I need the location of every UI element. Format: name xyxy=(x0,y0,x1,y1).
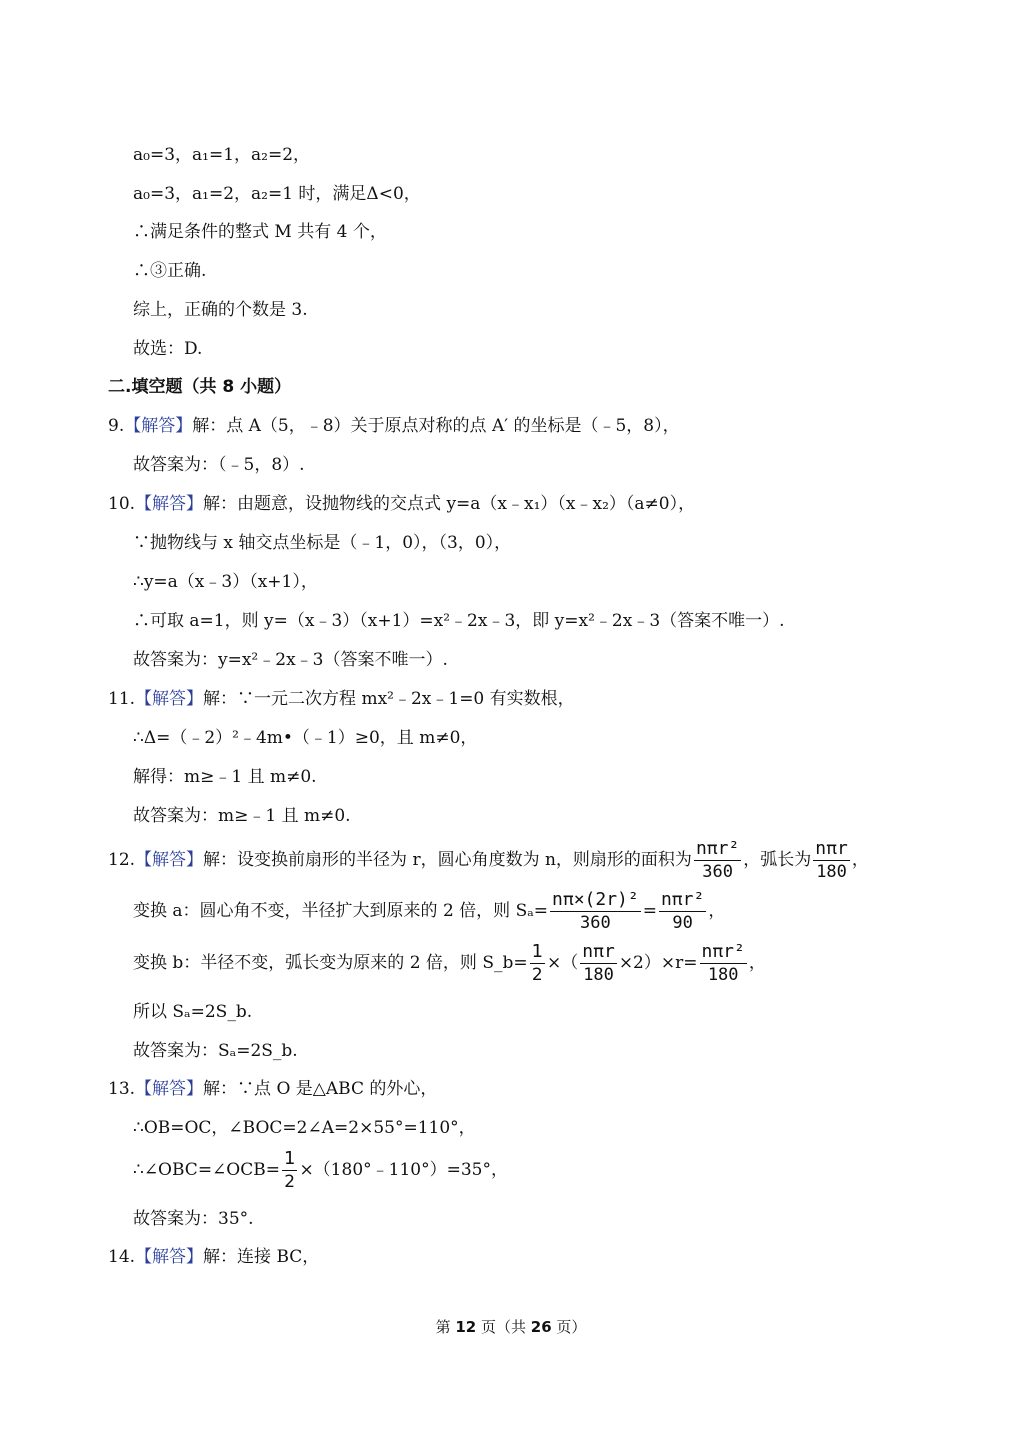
answer-line: ∴OB=OC，∠BOC=2∠A=2×55°=110°， xyxy=(133,1118,476,1138)
answer-text: 变换 a：圆心角不变，半径扩大到原来的 2 倍，则 Sₐ= xyxy=(133,901,549,921)
answer-tag: 【解答】 xyxy=(135,850,204,870)
question-13 xyxy=(108,1078,437,1100)
answer-line: 故答案为：y=x²﹣2x﹣3（答案不唯一）. xyxy=(133,650,448,670)
footer-text: 第 xyxy=(435,1318,456,1336)
fraction xyxy=(694,838,741,883)
answer-line xyxy=(133,941,766,986)
answer-tag: 【解答】 xyxy=(135,689,204,709)
fraction xyxy=(282,1148,297,1193)
answer-text: 解：∵点 O 是△ABC 的外心， xyxy=(203,1079,438,1099)
question-11 xyxy=(108,688,575,710)
question-number: 9. xyxy=(108,416,125,436)
question-number: 11. xyxy=(108,689,136,709)
question-10 xyxy=(108,493,695,515)
question-number: 10. xyxy=(108,494,136,514)
fraction xyxy=(813,838,850,883)
answer-tag: 【解答】 xyxy=(135,1247,204,1267)
page-number: 12 xyxy=(455,1318,477,1336)
solution-line: ∴③正确. xyxy=(133,261,207,281)
footer-text: 页（共 xyxy=(476,1318,531,1336)
answer-text: 解：连接 BC， xyxy=(203,1247,320,1267)
answer-line xyxy=(133,889,725,934)
fraction xyxy=(700,941,747,986)
answer-text: ，弧长为 xyxy=(743,850,812,870)
answer-line: 故答案为：m≥﹣1 且 m≠0. xyxy=(133,806,351,826)
answer-line: 所以 Sₐ=2S_b. xyxy=(133,1002,253,1022)
answer-text: 解：点 A（5，﹣8）关于原点对称的点 A′ 的坐标是（﹣5，8）， xyxy=(192,416,680,436)
question-number: 13. xyxy=(108,1079,136,1099)
denominator: 360 xyxy=(580,913,611,933)
answer-line: ∵抛物线与 x 轴交点坐标是（﹣1，0），（3，0）， xyxy=(133,533,512,553)
fraction xyxy=(580,941,617,986)
fraction xyxy=(530,941,545,986)
page-total: 26 xyxy=(530,1318,552,1336)
answer-text: ， xyxy=(708,901,726,921)
denominator: 2 xyxy=(531,965,543,985)
fraction xyxy=(550,889,641,934)
numerator: nπ×(2r)² xyxy=(552,889,639,910)
question-9 xyxy=(108,415,680,437)
answer-line: ∴Δ=（﹣2）²﹣4m•（﹣1）≥0，且 m≠0， xyxy=(133,728,478,748)
denominator: 90 xyxy=(672,913,693,933)
answer-text: = xyxy=(642,901,657,921)
question-number: 12. xyxy=(108,850,136,870)
answer-text: ， xyxy=(851,850,869,870)
denominator: 180 xyxy=(816,862,847,882)
numerator: nπr² xyxy=(701,941,745,962)
denominator: 2 xyxy=(284,1172,296,1192)
fraction xyxy=(659,889,706,934)
solution-line: ∴满足条件的整式 M 共有 4 个， xyxy=(133,222,387,242)
question-number: 14. xyxy=(108,1247,136,1267)
answer-line: 故答案为：Sₐ=2S_b. xyxy=(133,1041,298,1061)
answer-text: 解：设变换前扇形的半径为 r，圆心角度数为 n，则扇形的面积为 xyxy=(203,850,692,870)
numerator: nπr² xyxy=(695,838,740,859)
answer-text: 解：由题意，设抛物线的交点式 y=a（x﹣x₁）（x﹣x₂）（a≠0）， xyxy=(203,494,696,514)
denominator: 360 xyxy=(702,862,733,882)
numerator: nπr xyxy=(815,838,848,859)
section-title: 二.填空题（共 8 小题） xyxy=(108,377,292,397)
denominator: 180 xyxy=(583,965,614,985)
answer-text: ∴∠OBC=∠OCB= xyxy=(133,1160,280,1180)
solution-line: 综上，正确的个数是 3. xyxy=(133,300,308,320)
answer-text: 解：∵一元二次方程 mx²﹣2x﹣1=0 有实数根， xyxy=(203,689,575,709)
numerator: 1 xyxy=(531,941,544,962)
question-12 xyxy=(108,838,869,883)
numerator: nπr² xyxy=(660,889,705,910)
answer-tag: 【解答】 xyxy=(124,416,193,436)
answer-line: ∴可取 a=1，则 y=（x﹣3）（x+1）=x²﹣2x﹣3，即 y=x²﹣2x﹣3（答案不唯一）. xyxy=(133,611,785,631)
footer-text: 页） xyxy=(551,1318,587,1336)
answer-line xyxy=(133,1148,508,1193)
question-14 xyxy=(108,1246,319,1268)
solution-line: a₀=3，a₁=1，a₂=2， xyxy=(133,145,311,165)
answer-text: 变换 b：半径不变，弧长变为原来的 2 倍，则 S_b= xyxy=(133,953,528,973)
page-footer xyxy=(0,1316,1022,1337)
answer-tag: 【解答】 xyxy=(135,1079,204,1099)
answer-text: ， xyxy=(748,953,766,973)
answer-tag: 【解答】 xyxy=(135,494,204,514)
solution-line: 故选：D. xyxy=(133,339,203,359)
numerator: nπr xyxy=(582,941,615,962)
answer-line: ∴y=a（x﹣3）（x+1）， xyxy=(133,572,318,592)
solution-line: a₀=3，a₁=2，a₂=1 时，满足Δ<0， xyxy=(133,184,421,204)
numerator: 1 xyxy=(283,1148,296,1169)
answer-line: 故答案为：（﹣5，8）. xyxy=(133,455,305,475)
answer-line: 解得：m≥﹣1 且 m≠0. xyxy=(133,767,317,787)
denominator: 180 xyxy=(707,965,739,985)
answer-text: ×（180°﹣110°）=35°， xyxy=(299,1160,508,1180)
answer-text: ×（ xyxy=(547,953,579,973)
answer-line: 故答案为：35°. xyxy=(133,1209,254,1229)
answer-text: ×2）×r= xyxy=(618,953,698,973)
